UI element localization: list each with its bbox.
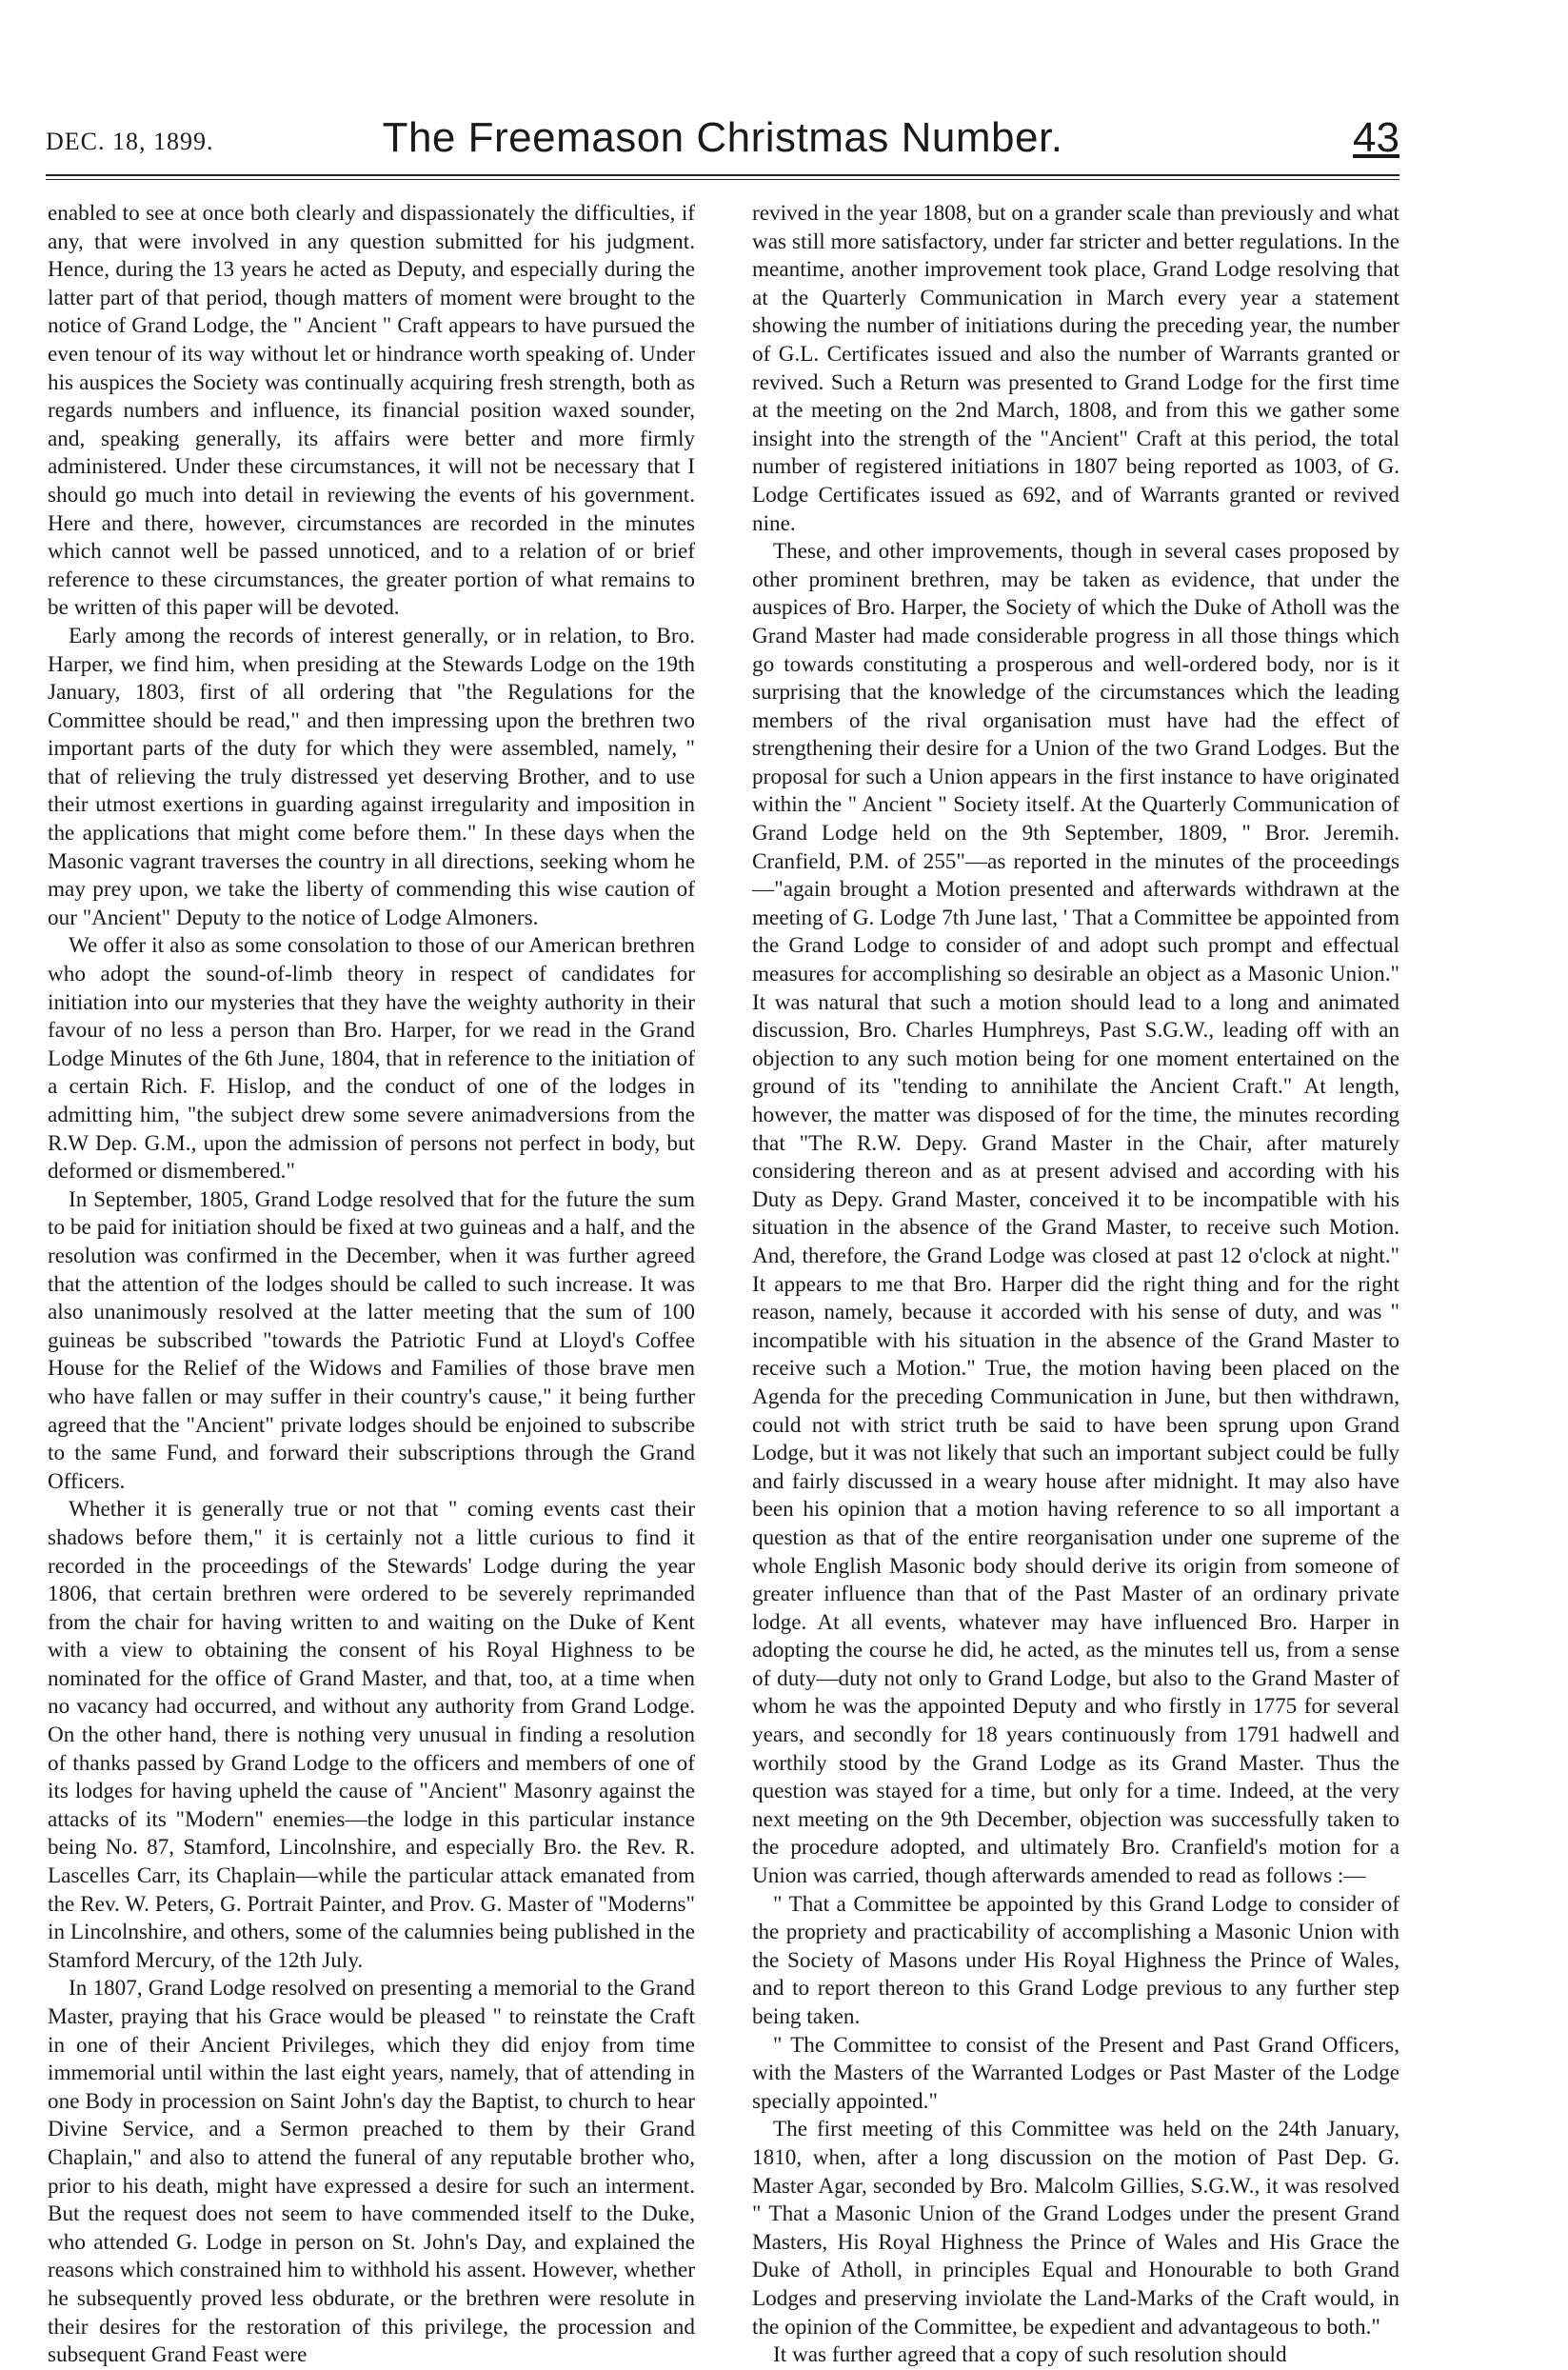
paragraph: revived in the year 1808, but on a grander scale than previously and what was still more satisfactory, under far stricter and better regulations. In the meantime, another improvement took place, Grand Lodge resolving that at the Quarterly Communication in March every year a statement showing the number of initiations during the preceding year, the number of G.L. Certificates issued and also the number of Warrants granted or revived. Such a Return was presented to Grand Lodge for the first time at the meeting on the 2nd March, 1808, and from this we gather some insight into the strength of the "Ancient" Craft at this period, the total number of registered initiations in 1807 being reported as 1003, of G. Lodge Certificates issued as 692, and of Warrants granted or revived nine. [752,201,1399,536]
paragraph: " That a Committee be appointed by this Grand Lodge to consider of the propriety and practicability of accomplishing a Masonic Union with the Society of Masons under His Royal Highness the Prince of Wales, and to report thereon to this Grand Lodge previous to any further step being taken. [752,1891,1399,2029]
left-column [48,200,695,2368]
paragraph: " The Committee to consist of the Present and Past Grand Officers, with the Masters of the Warranted Lodges or Past Master of the Lodge specially appointed." [752,2032,1399,2114]
page-number: 43 [1353,114,1399,161]
paragraph: We offer it also as some consolation to those of our American brethren who adopt the sound-of-limb theory in respect of candidates for initiation into our mysteries that they have the weighty authority in their favour of no less a person than Bro. Harper, for we read in the Grand Lodge Minutes of the 6th June, 1804, that in reference to the initiation of a certain Rich. F. Hislop, and the conduct of one of the lodges in admitting him, "the subject drew some severe animadversions from the R.W Dep. G.M., upon the admission of persons not perfect in body, but deformed or dismembered." [48,933,695,1185]
paragraph: In 1807, Grand Lodge resolved on presenting a memorial to the Grand Master, praying that his Grace would be pleased " to reinstate the Craft in one of their Ancient Privileges, which they did enjoy from time immemorial until within the last eight years, namely, that of attending in one Body in procession on Saint John's day the Baptist, to church to hear Divine Service, and a Sermon preached to them by their Grand Chaplain," and also to attend the funeral of any reputable brother who, prior to his death, might have expressed a desire for such an interment. But the request does not seem to have commended itself to the Duke, who attended G. Lodge in person on St. John's Day, and explained the reasons which constrained him to withhold his assent. However, whether he subsequently proved less obdurate, or the brethren were resolute in their desires for the restoration of this privilege, the procession and subsequent Grand Feast were [48,1976,695,2368]
paragraph: These, and other improvements, though in several cases proposed by other prominent brethren, may be taken as evidence, that under the auspices of Bro. Harper, the Society of which the Duke of Atholl was the Grand Master had made considerable progress in all those things which go towards constituting a prosperous and well-ordered body, nor is it surprising that the knowledge of the circumstances which the leading members of the rival organisation must have had the effect of strengthening their desire for a Union of the two Grand Lodges. But the proposal for such a Union appears in the first instance to have originated within the " Ancient " Society itself. At the Quarterly Communication of Grand Lodge held on the 9th September, 1809, " Bror. Jeremih. Cranfield, P.M. of 255"—as reported in the minutes of the proceedings—"again brought a Motion presented and afterwards withdrawn at the meeting of G. Lodge 7th June last, ' That a Committee be appointed from the Grand Lodge to consider of and adopt such prompt and effectual measures for accomplishing so desirable an object as a Masonic Union." It was natural that such a motion should lead to a long and animated discussion, Bro. Charles Humphreys, Past S.G.W., leading off with an objection to any such motion being for one moment entertained on the ground of its "tending to annihilate the Ancient Craft." At length, however, the matter was disposed of for the time, the minutes recording that "The R.W. Depy. Grand Master in the Chair, after maturely considering thereon and as at present advised and according with his Duty as Depy. Grand Master, conceived it to be incompatible with his situation in the absence of the Grand Master, to receive such Motion. And, therefore, the Grand Lodge was closed at past 12 o'clock at night." It appears to me that Bro. Harper did the right thing and for the right reason, namely, because it accorded with his sense of duty, and was " incompatible with his situation in the absence of the Grand Master to receive such a Motion." True, the motion having been placed on the Agenda for the preceding Communication in June, but then withdrawn, could not with strict truth be said to have been sprung upon Grand Lodge, but it was not likely that such an important subject could be fully and fairly discussed in a weary house after midnight. It may also have been his opinion that a motion having reference to so all important a question as that of the entire reorganisation under one supreme of the whole English Masonic body should derive its origin from someone of greater influence than that of the Past Master of an ordinary private lodge. At all events, whatever may have influenced Bro. Harper in adopting the course he did, he acted, as the minutes tell us, from a sense of duty—duty not only to Grand Lodge, but also to the Grand Master of whom he was the appointed Deputy and who firstly in 1775 for several years, and secondly for 18 years continuously from 1791 hadwell and worthily stood by the Grand Lodge as its Grand Master. Thus the question was stayed for a time, but only for a time. Indeed, at the very next meeting on the 9th December, objection was successfully taken to the procedure adopted, and ultimately Bro. Cranfield's motion for a Union was carried, though afterwards amended to read as follows :— [752,539,1399,1889]
paragraph: It was further agreed that a copy of such resolution should [773,2342,1287,2368]
paragraph: Early among the records of interest generally, or in relation, to Bro. Harper, we find him, when presiding at the Stewards Lodge on the 19th January, 1803, first of all ordering that "the Regulations for the Committee should be read," and then impressing upon the brethren two important parts of the duty for which they were assembled, namely, " that of relieving the truly distressed yet deserving Brother, and to use their utmost exertions in guarding against irregularity and imposition in the applications that might come before them." In these days when the Masonic vagrant traverses the country in all directions, seeking whom he may prey upon, we take the liberty of commending this wise caution of our "Ancient" Deputy to the notice of Lodge Almoners. [48,623,695,930]
paragraph: enabled to see at once both clearly and dispassionately the difficulties, if any, that were involved in any question submitted for his judgment. Hence, during the 13 years he acted as Deputy, and especially during the latter part of that period, though matters of moment were brought to the notice of Grand Lodge, the " Ancient " Craft appears to have pursued the even tenour of its way without let or hindrance worth speaking of. Under his auspices the Society was continually acquiring fresh strength, both as regards numbers and influence, its financial position waxed sounder, and, speaking generally, its affairs were better and more firmly administered. Under these circumstances, it will not be necessary that I should go much into detail in reviewing the events of his government. Here and there, however, circumstances are recorded in the minutes which cannot well be passed unnoticed, and to a relation of or brief reference to these circumstances, the greater portion of what remains to be written of this paper will be devoted. [48,201,695,621]
paragraph: The first meeting of this Committee was held on the 24th January, 1810, when, after a long discussion on the motion of Past Dep. G. Master Agar, seconded by Bro. Malcolm Gillies, S.G.W., it was resolved " That a Masonic Union of the Grand Lodges under the present Grand Masters, His Royal Highness the Prince of Wales and His Grace the Duke of Atholl, in principles Equal and Honourable to both Grand Lodges and preserving inviolate the Land-Marks of the Craft would, in the opinion of the Committee, be expedient and advantageous to both." [752,2117,1399,2340]
issue-date: DEC. 18, 1899. [46,128,214,155]
paragraph: In September, 1805, Grand Lodge resolved that for the future the sum to be paid for initiation should be fixed at two guineas and a half, and the resolution was confirmed in the December, when it was further agreed that the attention of the lodges should be called to such increase. It was also unanimously resolved at the latter meeting that the sum of 100 guineas be subscribed "towards the Patriotic Fund at Lloyd's Coffee House for the Relief of the Widows and Families of those brave men who have fallen or may suffer in their country's cause," it being further agreed that the "Ancient" private lodges should be enjoined to subscribe to the same Fund, and forward their subscriptions through the Grand Officers. [48,1186,695,1494]
header-rule-thin [46,179,1399,180]
right-column [752,200,1399,2368]
paragraph: Whether it is generally true or not that " coming events cast their shadows before them," it is certainly not a little curious to find it recorded in the proceedings of the Stewards' Lodge during the year 1806, that certain brethren were ordered to be severely reprimanded from the chair for having written to and waiting on the Duke of Kent with a view to obtaining the consent of his Royal Highness to be nominated for the office of Grand Master, and that, too, at a time when no vacancy had occurred, and without any authority from Grand Lodge. On the other hand, there is nothing very unusual in finding a resolution of thanks passed by Grand Lodge to the officers and members of one of its lodges for having upheld the cause of "Ancient" Masonry against the attacks of its "Modern" enemies—the lodge in this particular instance being No. 87, Stamford, Lincolnshire, and especially Bro. the Rev. R. Lascelles Carr, its Chaplain—while the particular attack emanated from the Rev. W. Peters, G. Portrait Painter, and Prov. G. Master of "Moderns" in Lincolnshire, and others, some of the calumnies being published in the Stamford Mercury, of the 12th July. [48,1497,695,1973]
header-rule [46,174,1399,176]
publication-title: The Freemason Christmas Number. [382,114,1063,161]
page-header [46,114,1399,171]
